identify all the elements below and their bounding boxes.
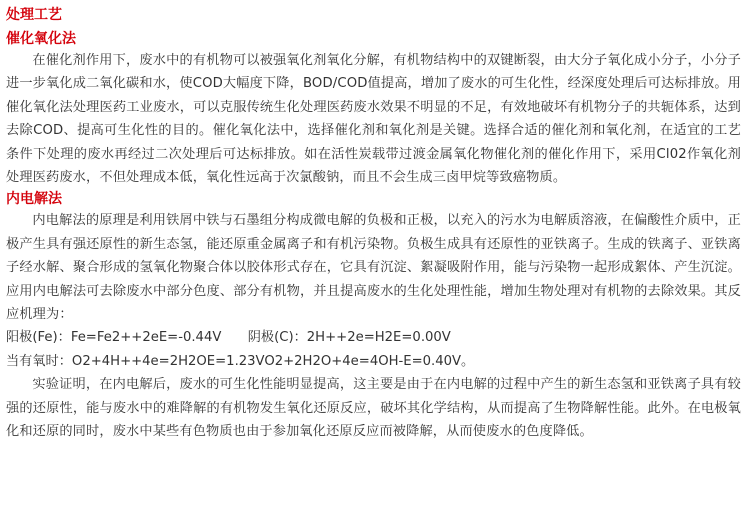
- formula-oxygen: 当有氧时：O2+4H++4e=2H2OE=1.23VO2+2H2O+4e=4OH-E=0.40V。: [6, 353, 475, 369]
- paragraph-catalytic-oxidation: 在催化剂作用下，废水中的有机物可以被强氧化剂氧化分解，有机物结构中的双键断裂，由大分子氧化成小分子，小分子进一步氧化成二氧化碳和水，使COD大幅度下降，BOD/COD值提高，增加了废水的可生化性，经深度处理后可达标排放。用催化氧化法处理医药工业废水，可以克服传统生化处理医药废水效果不明显的不足，有效地破坏有机物分子的共轭体系，达到去除COD、提高可生化性的目的。催化氧化法中，选择催化剂和氧化剂是关键。选择合适的催化剂和氧化剂，在适宜的工艺条件下处理的废水再经过二次处理后可达标排放。如在活性炭载带过渡金属氧化物催化剂的催化作用下，采用Cl02作氧化剂处理医药废水，不但处理成本低，氧化性远高于次氯酸钠，而且不会生成三卤甲烷等致癌物质。: [6, 53, 741, 186]
- subsection-heading-catalytic-oxidation: 催化氧化法: [6, 31, 76, 47]
- formula-anode-cathode: 阳极(Fe)：Fe=Fe2++2eE=-0.44V 阴极(C)：2H++2e=H2E=0.00V: [6, 330, 451, 346]
- section-heading-process: 处理工艺: [6, 7, 62, 23]
- subsection-heading-internal-electrolysis: 内电解法: [6, 191, 62, 208]
- paragraph-experiment-result: 实验证明，在内电解后，废水的可生化性能明显提高，这主要是由于在内电解的过程中产生的新生态氢和亚铁离子具有较强的还原性，能与废水中的难降解的有机物发生氧化还原反应，破坏其化学结构，从而提高了生物降解性能。此外。在电极氧化和还原的同时，废水中某些有色物质也由于参加氧化还原反应而被降解，从而使废水的色度降低。: [6, 377, 741, 440]
- paragraph-internal-electrolysis: 内电解法的原理是利用铁屑中铁与石墨组分构成微电解的负极和正极，以充入的污水为电解质溶液，在偏酸性介质中，正极产生具有强还原性的新生态氢，能还原重金属离子和有机污染物。负极生成具有还原性的亚铁离子。生成的铁离子、亚铁离子经水解、聚合形成的氢氧化物聚合体以胶体形式存在，它具有沉淀、絮凝吸附作用，能与污染物一起形成絮体、产生沉淀。应用内电解法可去除废水中部分色度、部分有机物，并且提高废水的生化处理性能，增加生物处理对有机物的去除效果。其反应机理为：: [6, 213, 741, 323]
